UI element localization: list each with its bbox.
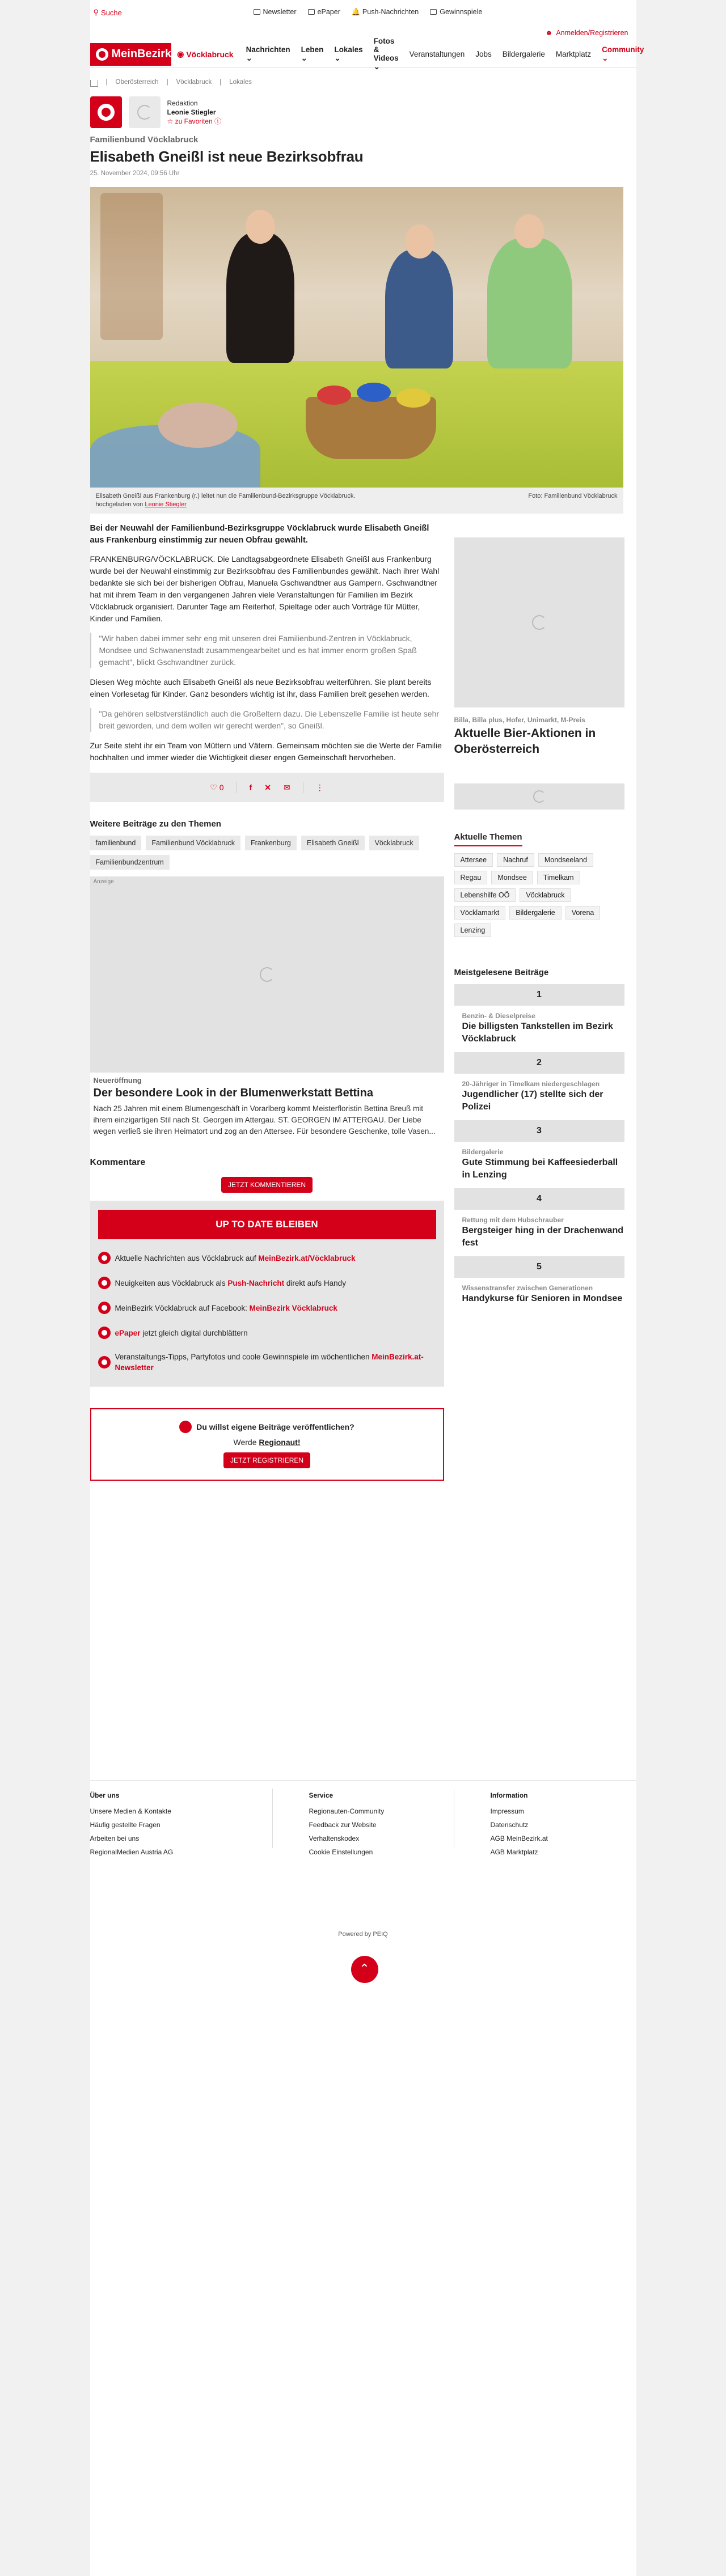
most-read-item[interactable]: 5 Wissenstransfer zwischen Generationen Handykurse für Senioren in Mondsee (454, 1256, 624, 1305)
topic-chip[interactable]: Lebenshilfe OÖ (454, 888, 516, 902)
register-box: Du willst eigene Beiträge veröffentlichen? Werde Regionaut! JETZT REGISTRIEREN (90, 1408, 444, 1481)
gewinnspiele-link[interactable]: Gewinnspiele (430, 8, 482, 16)
footer-link[interactable]: Feedback zur Website (309, 1821, 377, 1829)
topic-chip[interactable]: Vorena (565, 906, 601, 920)
up-to-date-link[interactable]: MeinBezirk Vöcklabruck (249, 1303, 337, 1312)
content-layout (90, 514, 636, 1481)
up-to-date-item: ePaper jetzt gleich digital durchblättern (98, 1327, 436, 1339)
nav-marktplatz[interactable]: Marktplatz (555, 50, 592, 58)
article-quote: "Wir haben dabei immer sehr eng mit unseren drei Familienbund-Zentren in Vöcklabruck, Mondsee und Schwanenstadt zusammengearbeitet und es hat immer enorm großen Spaß gemacht", blickt Gschwandtner zurück. (90, 633, 444, 668)
author-role: Redaktion (167, 99, 198, 107)
rank-number: 5 (454, 1256, 624, 1278)
footer-link[interactable]: Impressum (490, 1807, 524, 1815)
gift-icon (430, 9, 437, 15)
nav-veranstaltungen[interactable]: Veranstaltungen (409, 50, 465, 58)
scroll-to-top-button[interactable] (351, 1956, 378, 1983)
epaper-icon (308, 9, 315, 15)
favorite-link[interactable]: ☆ zu Favoriten ⓘ (167, 117, 221, 125)
article-paragraph: Zur Seite steht ihr ein Team von Müttern und Vätern. Gemeinsam möchten sie die Werte der Familie hochhalten und immer wieder die Wichtigkeit dieser engen Gemeinschaft hervorheben. (90, 741, 442, 762)
footer-link[interactable]: Häufig gestellte Fragen (90, 1821, 161, 1829)
topic-tag[interactable]: Frankenburg (245, 836, 297, 850)
article-date: 25. November 2024, 09:56 Uhr (90, 170, 180, 177)
footer-link[interactable]: Unsere Medien & Kontakte (90, 1807, 171, 1815)
user-icon: ☻ (545, 29, 553, 37)
comment-button[interactable]: JETZT KOMMENTIEREN (221, 1177, 313, 1193)
breadcrumb-item[interactable]: Lokales (229, 79, 252, 86)
sidebar-ad[interactable] (454, 537, 624, 707)
uploader-link[interactable]: Leonie Stiegler (145, 501, 187, 508)
up-to-date-item: Aktuelle Nachrichten aus Vöcklabruck auf MeinBezirk.at/Vöcklabruck (98, 1252, 436, 1264)
share-bar (90, 773, 444, 802)
most-read-item[interactable]: 2 20-Jähriger in Timelkam niedergeschlagen Jugendlicher (17) stellte sich der Polizei (454, 1052, 624, 1113)
topic-chip[interactable]: Lenzing (454, 923, 492, 937)
brand-icon (98, 1302, 111, 1314)
up-to-date-item: MeinBezirk Vöcklabruck auf Facebook: MeinBezirk Vöcklabruck (98, 1302, 436, 1314)
login-link[interactable]: ☻ Anmelden/Registrieren (545, 29, 628, 37)
rank-number: 2 (454, 1052, 624, 1074)
up-to-date-box (90, 1201, 444, 1387)
author-box (90, 96, 636, 128)
sidebar-ad-kicker: Billa, Billa plus, Hofer, Unimarkt, M-Preis (454, 716, 585, 724)
page-title: Elisabeth Gneißl ist neue Bezirksobfrau (90, 148, 364, 165)
brand-icon (98, 1327, 111, 1339)
sidebar-ad-title[interactable]: Aktuelle Bier-Aktionen in Oberösterreich (454, 727, 596, 756)
up-to-date-link[interactable]: ePaper (115, 1328, 141, 1337)
location-pin-icon: ◉ (177, 49, 184, 58)
publisher-avatar[interactable] (90, 96, 122, 128)
topic-chip[interactable]: Bildergalerie (509, 906, 561, 920)
up-to-date-link[interactable]: MeinBezirk.at-Newsletter (115, 1353, 424, 1372)
topic-tag[interactable]: Familienbundzentrum (90, 855, 170, 870)
rank-number: 3 (454, 1120, 624, 1142)
author-name[interactable]: Leonie Stiegler (167, 108, 216, 116)
loading-icon (260, 967, 275, 982)
nav-community[interactable]: Community ⌄ (602, 45, 644, 62)
footer-col-about: Über uns Unsere Medien & Kontakte Häufig gestellte Fragen Arbeiten bei uns RegionalMedien Austria AG (90, 1789, 272, 1848)
author-meta (167, 99, 222, 126)
logo-icon (96, 48, 108, 61)
most-read-item[interactable]: 4 Rettung mit dem Hubschrauber Bergsteiger hing in der Drachenwand fest (454, 1188, 624, 1249)
footer-link[interactable]: Arbeiten bei uns (90, 1834, 140, 1842)
topic-chip[interactable]: Mondseeland (538, 853, 593, 867)
info-icon: ⓘ (214, 117, 221, 125)
breadcrumb: | Oberösterreich | Vöcklabruck | Lokales (90, 73, 636, 92)
loading-icon (533, 790, 546, 803)
utility-links (254, 8, 483, 16)
rank-number: 1 (454, 984, 624, 1006)
up-to-date-title: UP TO DATE BLEIBEN (98, 1210, 436, 1239)
register-button[interactable]: JETZT REGISTRIEREN (223, 1452, 310, 1468)
brand-icon (98, 1356, 111, 1368)
author-avatar[interactable] (129, 96, 161, 128)
footer-link[interactable]: Cookie Einstellungen (309, 1848, 373, 1856)
topics-list (454, 853, 624, 937)
search-link[interactable]: ⚲ Suche (93, 8, 122, 17)
nav-fotos-videos[interactable]: Fotos & Videos ⌄ (373, 37, 399, 71)
hero-image[interactable] (90, 187, 623, 488)
bell-icon: 🔔 (351, 8, 362, 16)
loading-icon (532, 615, 547, 630)
promo-kicker: Neueröffnung (93, 1076, 142, 1084)
newsletter-link[interactable]: Newsletter (254, 8, 297, 16)
footer-link[interactable]: Verhaltenskodex (309, 1834, 360, 1842)
up-to-date-item: Neuigkeiten aus Vöcklabruck als Push-Nachricht direkt aufs Handy (98, 1277, 436, 1289)
footer (90, 1780, 636, 1856)
main-column (90, 514, 444, 1481)
page (90, 0, 644, 2576)
promo-title[interactable]: Der besondere Look in der Blumenwerkstatt Bettina (93, 1087, 373, 1099)
footer-link[interactable]: AGB MeinBezirk.at (490, 1834, 548, 1842)
regionaut-icon (179, 1421, 192, 1433)
nav-jobs[interactable]: Jobs (475, 50, 492, 58)
rank-number: 4 (454, 1188, 624, 1210)
breadcrumb-item[interactable]: Oberösterreich (115, 79, 159, 86)
more-topics-title: Weitere Beiträge zu den Themen (90, 819, 221, 829)
most-read-title: Meistgelesene Beiträge (454, 968, 549, 977)
x-icon[interactable]: ✕ (264, 782, 271, 792)
nav-nachrichten[interactable]: Nachrichten ⌄ (246, 45, 290, 62)
main-nav (90, 37, 644, 71)
search-icon: ⚲ (93, 8, 99, 16)
article-kicker: Familienbund Vöcklabruck (90, 135, 199, 145)
location-selector[interactable]: ◉ Vöcklabruck (177, 49, 234, 59)
nav-lokales[interactable]: Lokales ⌄ (334, 45, 363, 62)
topic-chip[interactable]: Vöcklamarkt (454, 906, 506, 920)
ad-label: Anzeige (93, 879, 114, 885)
logo-icon (98, 104, 115, 121)
heart-icon: ♡ (210, 782, 217, 792)
loading-icon (137, 105, 152, 120)
topic-chip[interactable]: Attersee (454, 853, 493, 867)
comments-title: Kommentare (90, 1158, 146, 1167)
photo-credit: Foto: Familienbund Vöcklabruck (528, 493, 618, 499)
promo-text: Nach 25 Jahren mit einem Blumengeschäft in Vorarlberg kommt Meisterfloristin Bettina Breuß mit ihrem einzigartigen Stil nach St. Georgen im Attergau. ST. GEORGEN IM ATTERGAU. Der Liebe wegen verließ sie ihren Heimatort und zog an den Attersee. Für besondere Geschenke, tolle Vasen... (93, 1104, 436, 1136)
brand-icon (98, 1277, 111, 1289)
breadcrumb-item[interactable]: Vöcklabruck (176, 79, 212, 86)
push-link[interactable]: 🔔 Push-Nachrichten (351, 8, 419, 16)
footer-link[interactable]: AGB Marktplatz (490, 1848, 538, 1856)
ad-banner[interactable] (90, 876, 444, 1073)
utility-bar (90, 0, 636, 25)
mail-icon (254, 9, 260, 15)
nav-bildergalerie[interactable]: Bildergalerie (502, 50, 545, 58)
up-to-date-item: Veranstaltungs-Tipps, Partyfotos und coole Gewinnspiele im wöchentlichen MeinBezirk.at-Newsletter (98, 1351, 436, 1373)
logo[interactable]: MeinBezirk (90, 43, 172, 66)
topic-tags (90, 836, 444, 870)
footer-col-info: Information Impressum Datenschutz AGB MeinBezirk.at AGB Marktplatz (454, 1789, 636, 1848)
nav-leben[interactable]: Leben ⌄ (301, 45, 324, 62)
more-options-icon[interactable]: ⋮ (315, 782, 324, 792)
footer-col-service: Service Regionauten-Community Feedback zur Website Verhaltenskodex Cookie Einstellungen (272, 1789, 454, 1848)
most-read-item[interactable]: 1 Benzin- & Dieselpreise Die billigsten Tankstellen im Bezirk Vöcklabruck (454, 984, 624, 1045)
footer-link[interactable]: Datenschutz (490, 1821, 529, 1829)
topic-chip[interactable]: Mondsee (491, 871, 533, 884)
sidebar-ad-small[interactable] (454, 783, 624, 810)
topic-tag[interactable]: Familienbund Vöcklabruck (146, 836, 240, 850)
like-button[interactable]: ♡ 0 (210, 782, 224, 792)
article-paragraph: Diesen Weg möchte auch Elisabeth Gneißl als neue Bezirksobfrau weiterführen. Sie plant bereits einen Vorlesetag für Kinder. Ganz besonders wichtig ist ihr, dass Familien breit gesehen werden. (90, 677, 432, 698)
facebook-icon[interactable]: f (249, 783, 252, 792)
footer-link[interactable]: RegionalMedien Austria AG (90, 1848, 174, 1856)
topic-chip[interactable]: Regau (454, 871, 488, 884)
powered-by: Powered by PEIQ (338, 1931, 388, 1938)
topic-tag[interactable]: Elisabeth Gneißl (301, 836, 365, 850)
topic-chip[interactable]: Nachruf (497, 853, 534, 867)
topic-chip[interactable]: Timelkam (537, 871, 580, 884)
article-paragraph: FRANKENBURG/VÖCKLABRUCK. Die Landtagsabgeordnete Elisabeth Gneißl aus Frankenburg wurde bei der Neuwahl einstimmig zur Bezirksobfrau des Familienbundes gewählt. Nach ihrer Wahl bedankte sie sich bei der bisherigen Obfrau, Manuela Gschwandtner aus Gampern. Gschwandtner hat mit ihrem Team in den vergangenen Jahren viele Veranstaltungen für Familien im Bezirk Vöcklabruck organisiert. Darunter Tage am Reiterhof, Spieltage oder auch Vorträge für Mütter, Kinder und Familien. (90, 554, 440, 623)
topic-chip[interactable]: Vöcklabruck (520, 888, 571, 902)
star-icon: ☆ (167, 117, 174, 125)
article-quote: "Da gehören selbstverständlich auch die Großeltern dazu. Die Lebenszelle Familie ist heute sehr breit geworden, und dem wollen wir gerecht werden", so Gneißl. (90, 708, 444, 732)
most-read-item[interactable]: 3 Bildergalerie Gute Stimmung bei Kaffeesiederball in Lenzing (454, 1120, 624, 1181)
brand-icon (98, 1252, 111, 1264)
up-to-date-link[interactable]: MeinBezirk.at/Vöcklabruck (258, 1253, 356, 1262)
chevron-up-icon: ⌃ (359, 1961, 370, 1976)
home-icon[interactable] (90, 80, 98, 87)
footer-link[interactable]: Regionauten-Community (309, 1807, 385, 1815)
topic-tag[interactable]: Vöcklabruck (369, 836, 419, 850)
article-lead: Bei der Neuwahl der Familienbund-Bezirksgruppe Vöcklabruck wurde Elisabeth Gneißl aus Frankenburg einstimmig zur neuen Obfrau gewählt. (90, 524, 429, 545)
image-caption: Elisabeth Gneißl aus Frankenburg (r.) leitet nun die Familienbund-Bezirksgruppe Vöcklabruck. hochgeladen von Leonie Stiegler Foto: Familienbund Vöcklabruck (90, 488, 623, 514)
up-to-date-link[interactable]: Push-Nachricht (227, 1278, 285, 1287)
topics-title: Aktuelle Themen (454, 832, 522, 846)
epaper-link[interactable]: ePaper (308, 8, 340, 16)
sidebar (454, 514, 624, 1481)
regionaut-link[interactable]: Regionaut! (259, 1438, 301, 1447)
topic-tag[interactable]: familienbund (90, 836, 142, 850)
mail-share-icon[interactable]: ✉ (283, 782, 290, 792)
